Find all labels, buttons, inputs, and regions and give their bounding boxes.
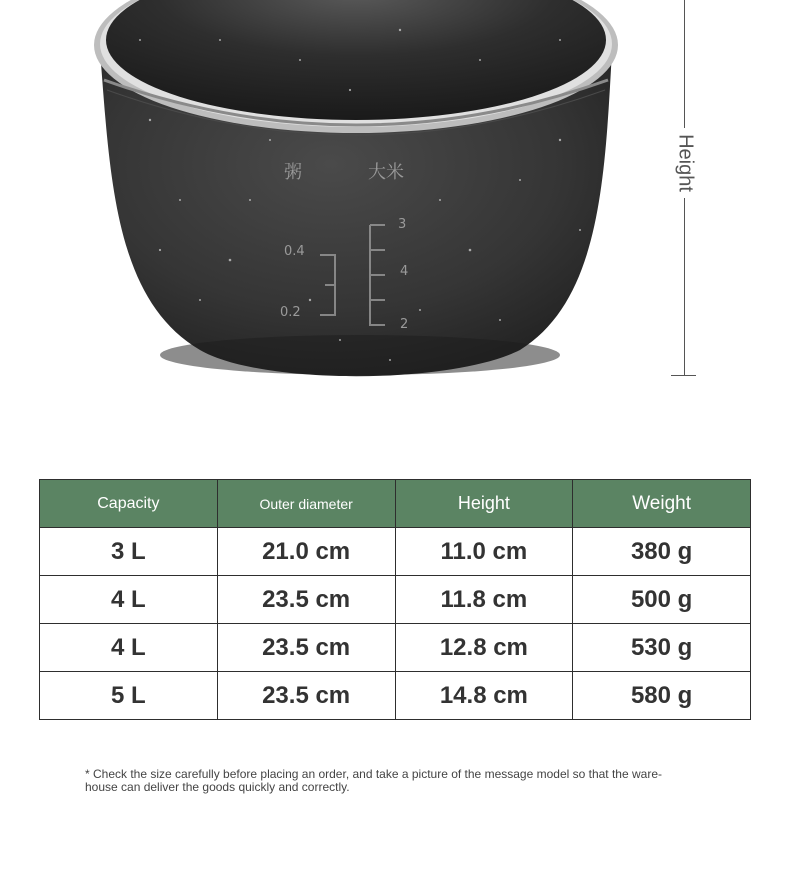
inner-pot-illustration — [0, 0, 790, 420]
product-image — [0, 0, 790, 420]
scale-label-right-2: 4 — [400, 264, 409, 279]
cell-height: 11.8 cm — [395, 576, 573, 624]
header-height: Height — [395, 480, 573, 528]
order-note — [85, 768, 685, 794]
cell-capacity: 5 L — [40, 672, 218, 720]
header-capacity: Capacity — [40, 480, 218, 528]
scale-label-right-1: 3 — [398, 217, 407, 232]
rice-label: 大米 — [368, 162, 404, 183]
scale-label-left-1: 0.4 — [284, 244, 305, 259]
order-note-line-2: house can deliver the goods quickly and correctly. — [85, 780, 350, 794]
order-note-line-1: * Check the size carefully before placing an order, and take a picture of the message model so that the ware- — [85, 767, 662, 781]
table-header-row — [40, 480, 751, 528]
cell-height: 14.8 cm — [395, 672, 573, 720]
size-spec-table — [39, 479, 751, 720]
height-dimension-label: Height — [674, 134, 697, 192]
porridge-label: 粥 — [284, 162, 302, 183]
cell-weight: 530 g — [573, 624, 751, 672]
cell-outer-diameter: 21.0 cm — [217, 528, 395, 576]
cell-outer-diameter: 23.5 cm — [217, 576, 395, 624]
cell-capacity: 4 L — [40, 624, 218, 672]
table-row — [40, 672, 751, 720]
scale-label-left-2: 0.2 — [280, 305, 301, 320]
scale-label-right-3: 2 — [400, 317, 409, 332]
table-row — [40, 576, 751, 624]
header-outer-diameter: Outer diameter — [217, 480, 395, 528]
cell-outer-diameter: 23.5 cm — [217, 672, 395, 720]
header-weight: Weight — [573, 480, 751, 528]
cell-height: 11.0 cm — [395, 528, 573, 576]
table-row — [40, 624, 751, 672]
cell-height: 12.8 cm — [395, 624, 573, 672]
cell-outer-diameter: 23.5 cm — [217, 624, 395, 672]
cell-weight: 580 g — [573, 672, 751, 720]
cell-capacity: 4 L — [40, 576, 218, 624]
cell-weight: 500 g — [573, 576, 751, 624]
cell-capacity: 3 L — [40, 528, 218, 576]
height-dimension-cap — [671, 375, 696, 376]
cell-weight: 380 g — [573, 528, 751, 576]
table-row — [40, 528, 751, 576]
